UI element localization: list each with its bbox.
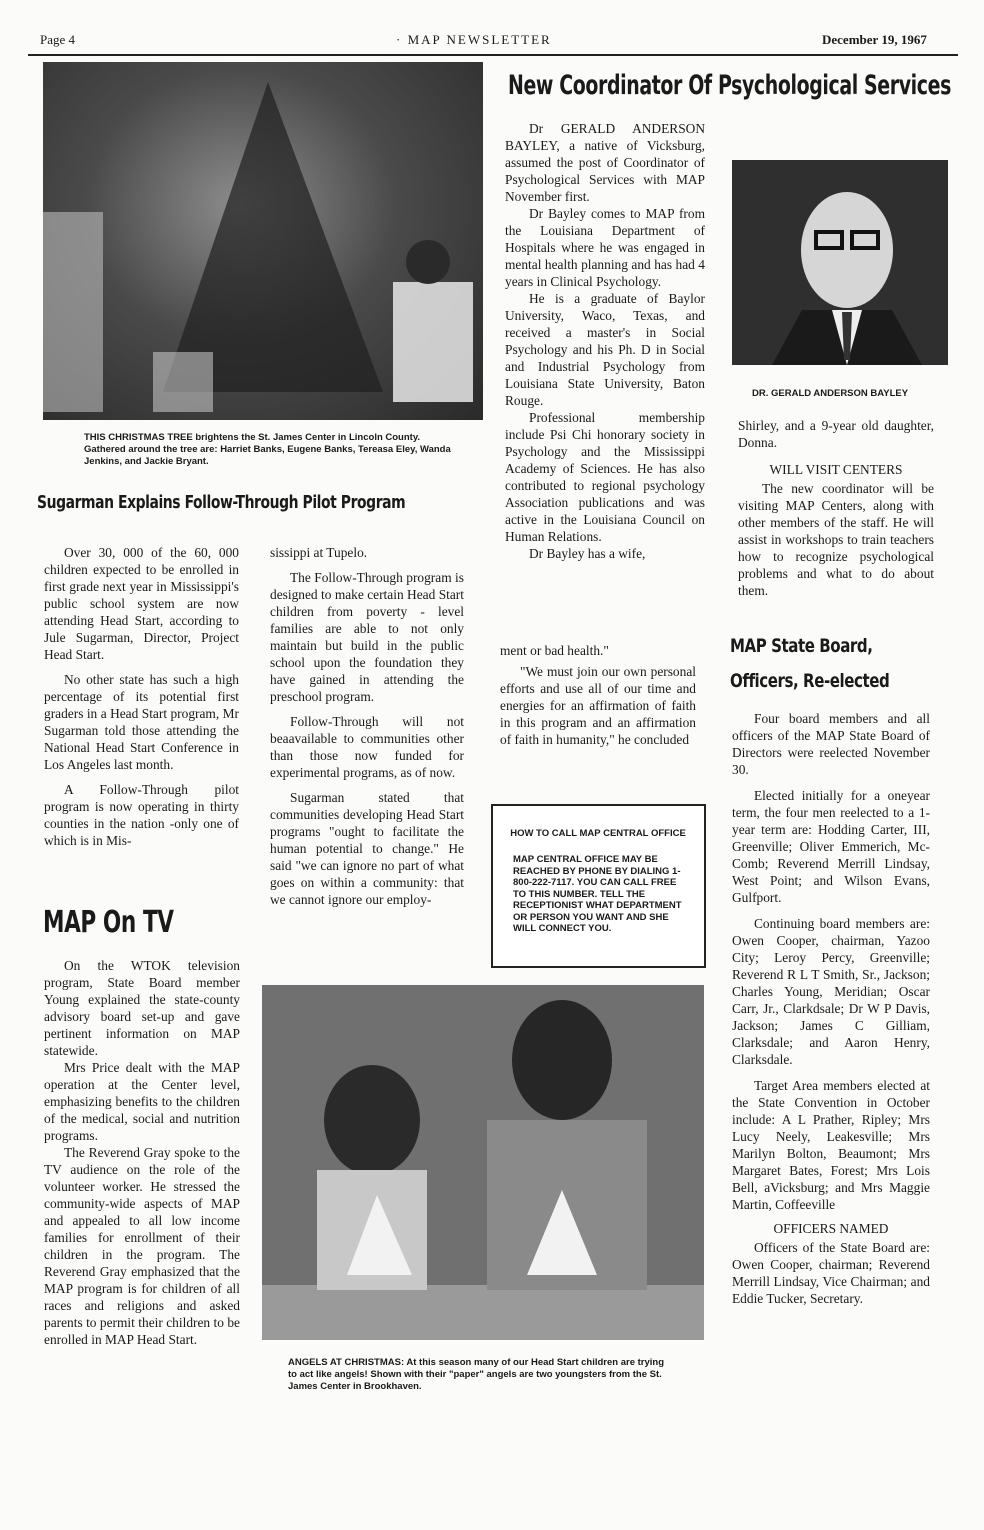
board-para-2: Elected initially for a oneyear term, the four men reelected to a 1-year term are: Hodding Carter, III, Greenville; Oliver Emmerich, Mc-Comb; Reverend Merrill Lindsay, West Point; and Wilson Evans, Gulfport.	[732, 788, 930, 905]
sugarman-para-8: ment or bad health."	[500, 643, 609, 658]
tv-column	[44, 957, 240, 1348]
sugarman-para-4: sissippi at Tupelo.	[270, 545, 368, 560]
sugarman-para-3: A Follow-Through pilot program is now operating in thirty counties in the nation -only one of which is in Mis-	[44, 782, 239, 848]
sugarman-col-1	[44, 544, 239, 849]
sugarman-para-9: "We must join our own personal efforts and use all of our time and energies for an affirmation of faith in this program and an affirmation of faith in humanity," he concluded	[500, 664, 696, 747]
coordinator-continued: Shirley, and a 9-year old daughter, Donna.	[738, 418, 934, 450]
sugarman-para-2: No other state has such a high percentage of its potential first graders in a Head Start program, Mr Sugarman told those attending the National Head Start Conference in Los Angeles last month.	[44, 672, 239, 772]
angels-image	[262, 985, 704, 1340]
board-headline-2: Officers, Re-elected	[730, 670, 890, 692]
portrait-caption: DR. GERALD ANDERSON BAYLEY	[752, 388, 909, 399]
call-box-text: MAP CENTRAL OFFICE MAY BE REACHED BY PHONE BY DIALING 1-800-222-7117. YOU CAN CALL FREE TO THIS NUMBER. TELL THE RECEPTIONIST WHAT DEPARTMENT OR PERSON YOU WANT AND SHE WILL CONNECT YOU.	[513, 854, 682, 934]
coordinator-para-1: Dr GERALD ANDERSON BAYLEY, a native of Vicksburg, assumed the post of Coordinator of Psychological Services with MAP November first.	[505, 121, 705, 204]
board-para-4: Target Area members elected at the State Convention in October include: A L Prather, Ripley; Mrs Lucy Neely, Leakesville; Mrs Marilyn Bolton, Beaumont; Mrs Margaret Bates, Forest; Mrs Lois Bell, aVicksburg; and Mrs Maggie Martin, Coffeeville	[732, 1078, 930, 1212]
tv-headline: MAP On TV	[43, 905, 174, 940]
coordinator-headline: New Coordinator Of Psychological Services	[508, 70, 951, 101]
newsletter-title: · MAP NEWSLETTER	[396, 32, 552, 47]
sugarman-para-5: The Follow-Through program is designed to make certain Head Start children from poverty - level families are able to not only maintain but build in the public school upon the foundation they have gained in attending the preschool program.	[270, 570, 464, 704]
sugarman-col-3	[500, 642, 696, 748]
angels-caption: ANGELS AT CHRISTMAS: At this season many of our Head Start children are trying to act like angels! Shown with their "paper" angels are two youngsters from the St. James Center in Brookhaven.	[288, 1357, 665, 1392]
board-column	[732, 710, 930, 1307]
coordinator-para-5: Dr Bayley has a wife,	[529, 546, 646, 561]
page-number: Page 4	[40, 32, 76, 47]
call-info-box	[491, 804, 706, 968]
call-box-title: HOW TO CALL MAP CENTRAL OFFICE	[510, 828, 686, 839]
board-para-3: Continuing board members are: Owen Cooper, chairman, Yazoo City; Leroy Percy, Greenville; Reverend R L T Smith, Sr., Jackson; Charles Young, Meridian; Oscar Carr, Jr., Clarkdsale; Dr W P Davis, Jackson; James C Gilliam, Clarksdale; and Aaron Henry, Clarksdale.	[732, 916, 930, 1067]
tv-para-3: The Reverend Gray spoke to the TV audience on the role of the volunteer worker. He stressed the community-wide aspects of MAP and appealed to all low income families for enrollment of their children in the program. The Reverend Gray emphasized that the MAP program is for children of all races and religions and asked parents to permit their children to be enrolled in MAP Head Start.	[44, 1145, 240, 1347]
sugarman-para-7: Sugarman stated that communities developing Head Start programs "ought to facilitate the human potential to change." He said "we can ignore no part of what goes on within a community: that we cannot ignore our employ-	[270, 790, 464, 907]
angels-photo	[262, 985, 704, 1340]
sugarman-para-6: Follow-Through will not beaavailable to communities other than those now funded for experimental programs, as of now.	[270, 714, 464, 780]
sugarman-col-2	[270, 544, 464, 908]
officers-text: Officers of the State Board are: Owen Cooper, chairman; Reverend Merrill Lindsay, Vice Chairman; and Eddie Tucker, Secretary.	[732, 1240, 930, 1306]
coordinator-column	[505, 120, 705, 562]
coordinator-para-2: Dr Bayley comes to MAP from the Louisiana Department of Hospitals where he was engaged in mental health planning and has had 4 years in Clinical Psychology.	[505, 206, 705, 289]
bayley-portrait	[732, 160, 948, 365]
board-para-1: Four board members and all officers of the MAP State Board of Directors were reelected November 30.	[732, 711, 930, 777]
tv-para-2: Mrs Price dealt with the MAP operation at the Center level, emphasizing benefits to the children of the medical, social and nutrition programs.	[44, 1060, 240, 1143]
board-headline-1: MAP State Board,	[730, 635, 873, 657]
christmas-tree-caption: THIS CHRISTMAS TREE brightens the St. James Center in Lincoln County. Gathered around the tree are: Harriet Banks, Eugene Banks, Tereasa Eley, Wanda Jenkins, and Jackie Bryant.	[84, 432, 451, 467]
christmas-tree-photo	[43, 62, 483, 420]
issue-date: December 19, 1967	[822, 32, 927, 47]
tv-para-1: On the WTOK television program, State Board member Young explained the state-county advisory board set-up and gave pertinent information on MAP statewide.	[44, 958, 240, 1058]
sugarman-headline: Sugarman Explains Follow-Through Pilot Program	[37, 492, 406, 513]
visit-text: The new coordinator will be visiting MAP Centers, along with other members of the staff. He will assist in workshops to train teachers how to recognize psychological problems and what to do about them.	[738, 481, 934, 598]
christmas-tree-image	[43, 62, 483, 420]
sugarman-para-1: Over 30, 000 of the 60, 000 children expected to be enrolled in first grade next year in Mississippi's public school system are now attending Head Start, according to Jule Sugarman, Director, Project Head Start.	[44, 545, 239, 662]
officers-heading: OFFICERS NAMED	[773, 1221, 889, 1236]
coordinator-para-3: He is a graduate of Baylor University, Waco, Texas, and received a master's in Social Psychology and his Ph. D in Social and Industrial Psychology from Louisiana State University, Baton Rouge.	[505, 291, 705, 408]
portrait-image	[732, 160, 948, 365]
visit-heading: WILL VISIT CENTERS	[769, 462, 903, 477]
coordinator-para-4: Professional membership include Psi Chi honorary society in Psychology and the Mississippi Academy of Sciences. He has also contributed to regional psychology Association publications and was active in the Louisiana Council on Human Relations.	[505, 410, 705, 544]
header-rule	[28, 54, 958, 56]
